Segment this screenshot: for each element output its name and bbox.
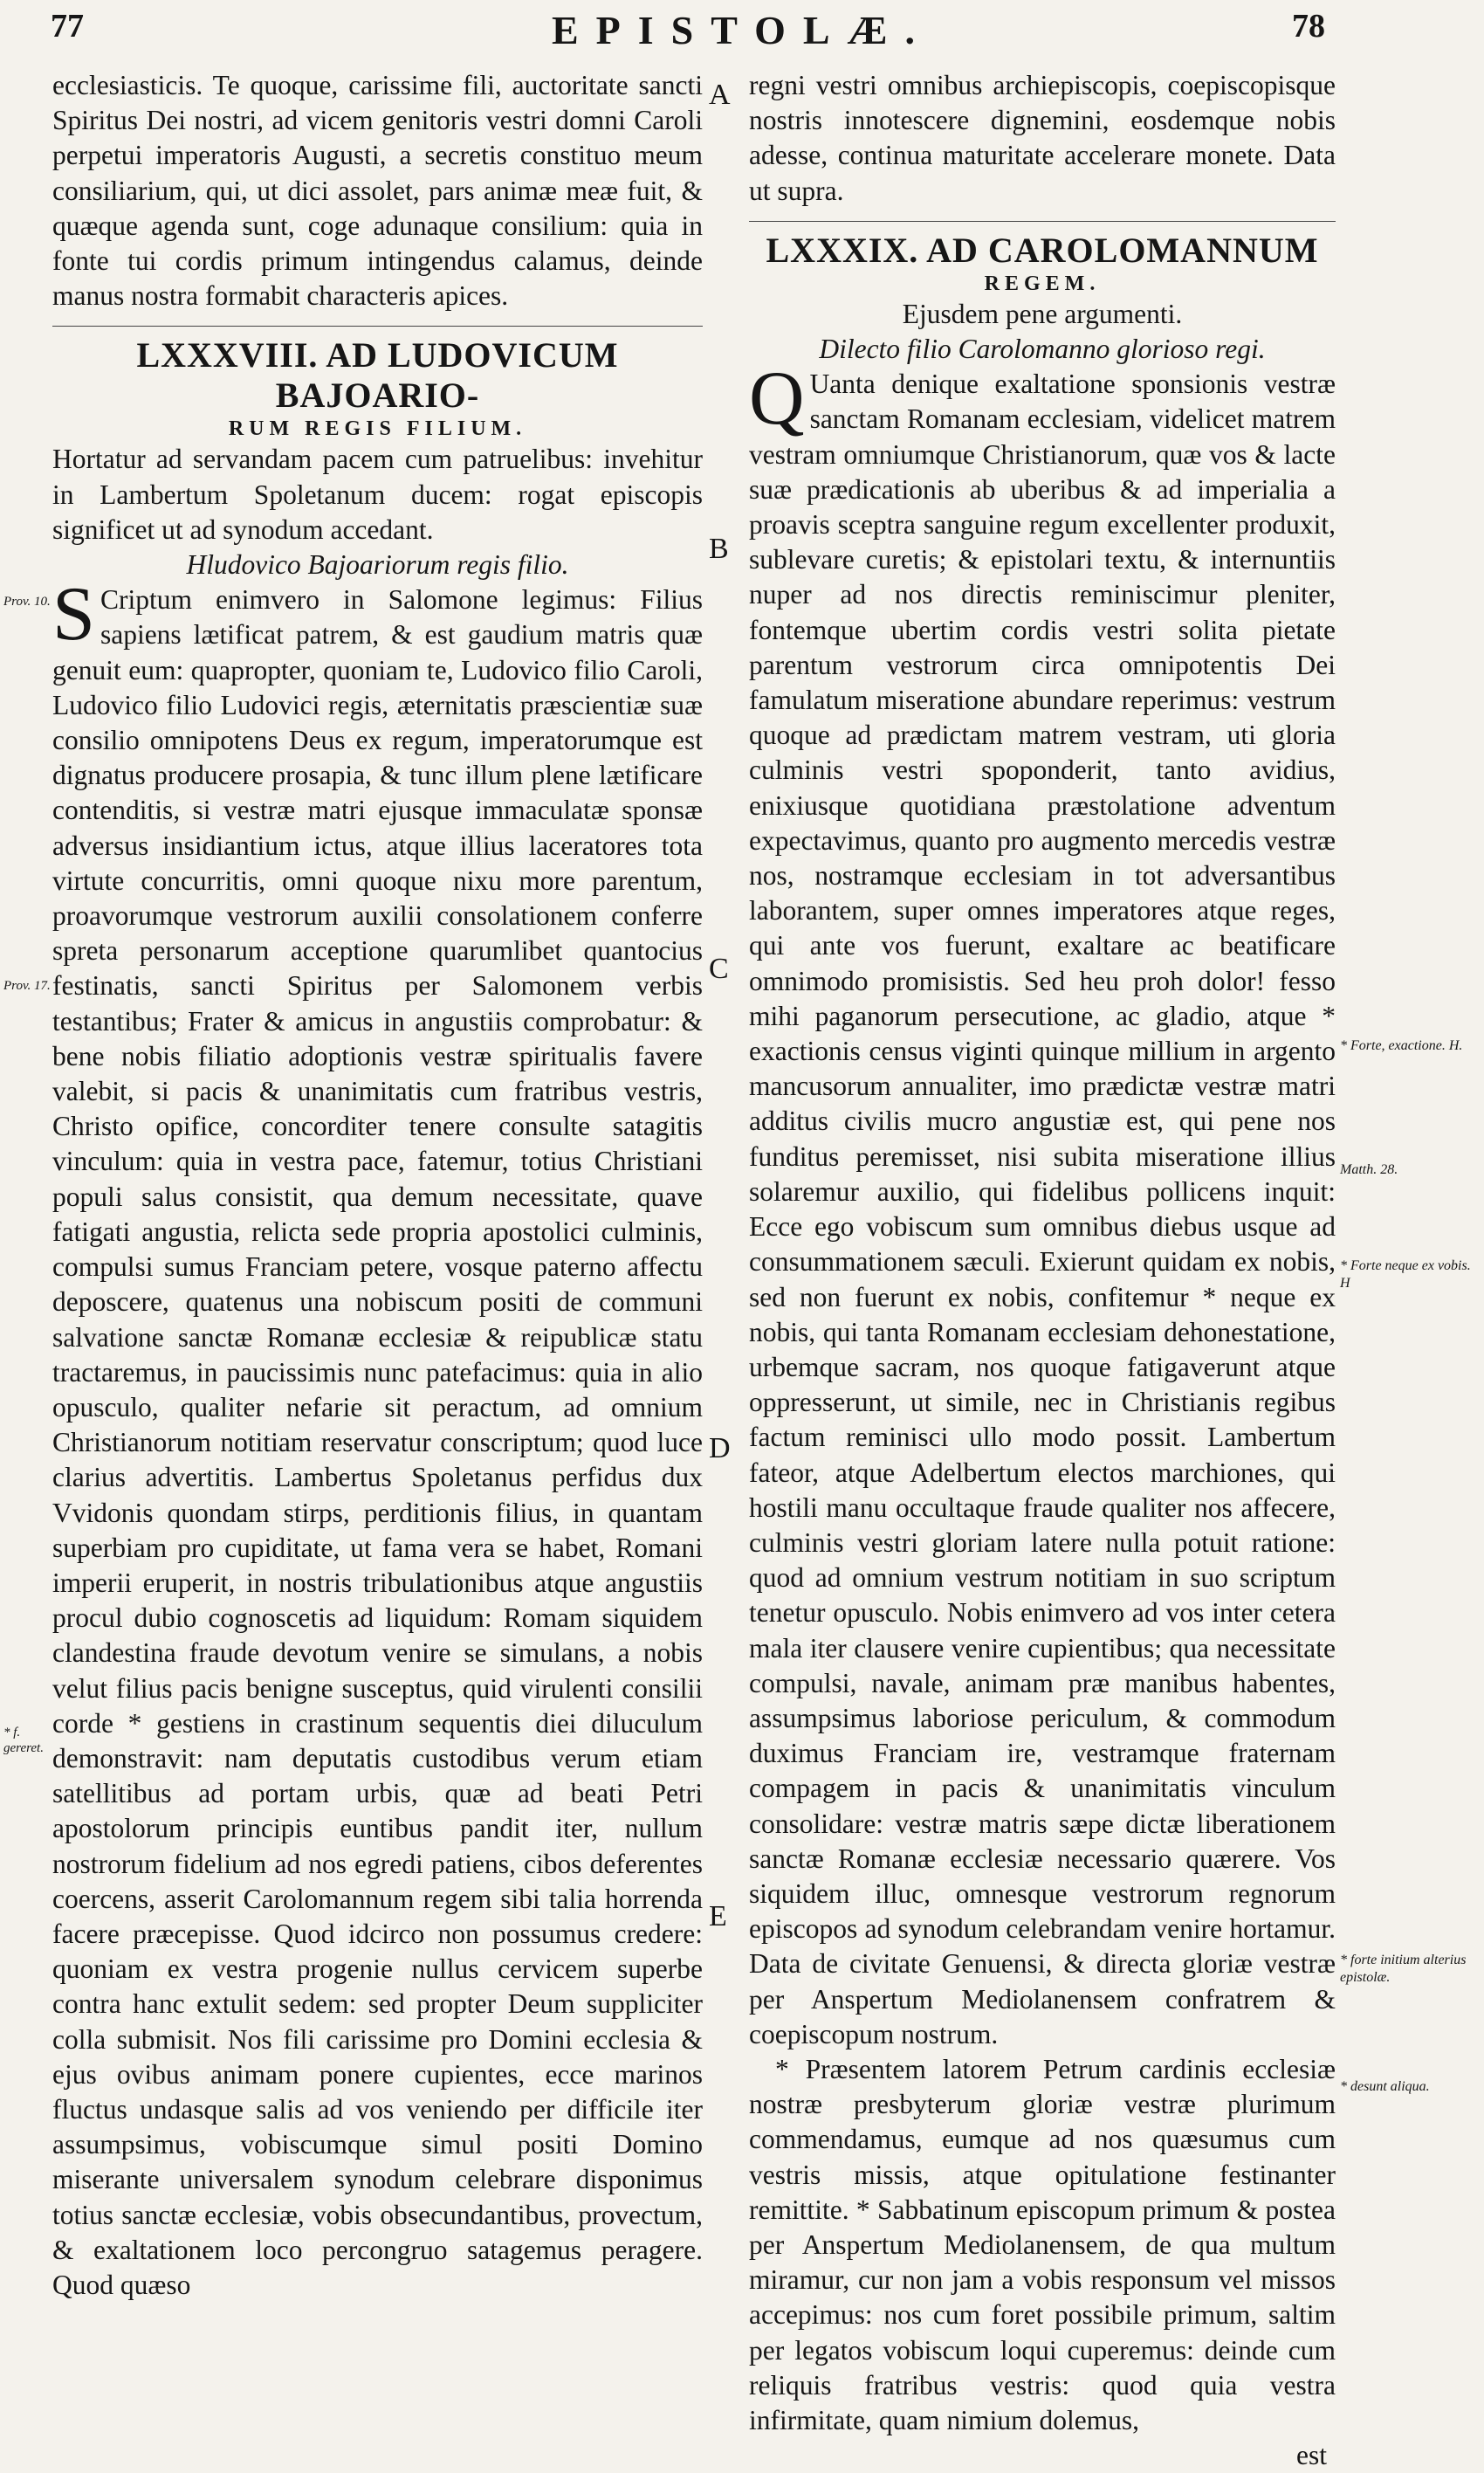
letter-88-salutation: Hludovico Bajoariorum regis filio. xyxy=(186,549,569,581)
margin-note-right-5: * desunt aliqua. xyxy=(1340,2079,1430,2094)
running-title: EPISTOLÆ. xyxy=(551,8,933,52)
left-intro-text: ecclesiasticis. Te quoque, carissime fili, auctoritate sancti Spiritus Dei nostri, ad vicem genitoris vestri domni Caroli perpetui imperatoris Augusti, a secretis constituo meum consiliarium, qui, ut dici assolet, pars animæ meæ fuit, & quæque agenda sunt, coge adunaque consilium: quia in fonte tui cordis primum intingendus calamus, deinde manus nostra formabit characteris apices. xyxy=(52,70,703,312)
left-column xyxy=(52,68,703,2303)
right-column xyxy=(749,68,1336,2473)
margin-note-right-2: Matth. 28. xyxy=(1340,1162,1398,1177)
letter-89-argument: Ejusdem pene argumenti. xyxy=(902,298,1183,329)
letter-89-body: Uanta denique exaltatione sponsionis vestræ sanctam Romanam ecclesiam, videlicet matrem vestram omniumque Christianorum, quæ vos & lacte suæ prædicationis ab uberibus & ad imperialia a proavis sceptra sanguine regum excellenter produxit, sublevare curetis; & epistolari textu, & internuntiis nuper ad nos directis reminiscimur pleniter, fontemque ubertim cordis vestri solita pietate parentum vestrorum circa omnipotentis Dei famulatum miseratione abundare reperimus: vestrum quoque ad prædictam matrem vestram, uti gloria culminis vestri spoponderit, tanto avidius, enixiusque quotidiana præstolatione adventum expectavimus, quanto pro augmento mercedis vestræ nos, nostramque ecclesiam in tot adversantibus laborantem, super omnes imperatores atque reges, qui ante vos fuerunt, exaltare ac beatificare omnimodo promisistis. Sed heu proh dolor! fesso mihi paganorum persecutione, ac gladio, atque * exactionis census viginti quinque millium in argento mancusorum annualiter, imo prædictæ vestræ matri additus civilis mucro angustiæ est, qui pene nos funditus peremisset, nisi subita miseratione illius solaremur auxilio, qui fidelibus pollicens inquit: Ecce ego vobiscum sum omnibus diebus usque ad consummationem sæculi. Exierunt quidam ex nobis, sed non fuerunt ex nobis, confitemur * neque ex nobis, qui tanta Romanam ecclesiam dehonestatione, urbemque sacram, nos quoque fatigaverunt atque oppresserunt, ut simile, nec in Christianis regibus factum reminisci ullo modo possit. Lambertum fateor, atque Adelbertum electos marchiones, qui hostili manu occultaque fraude qualiter nos affecere, culminis vestri gloriam latere nulla potuit ratione: quod ad omnium vestrum notitiam in suo scriptum tenetur opusculo. Nobis enimvero ad vos inter cetera mala iter clausere venire cupientibus; qua necessitate compulsi, navale, animam præ manibus habentes, assumpsimus laboriose periculum, & commodum duximus Franciam ire, vestramque fraternam compagem in pacis & unanimitatis vinculum consolidare: vestræ matris sæpe dictæ liberationem sanctæ Romanæ ecclesiæ necessario quærere. Vos siquidem illuc, omnesque vestrorum regnorum episcopos ad synodum celebrandam venire hortamur. Data de civitate Genuensi, & directa gloriæ vestræ per Anspertum Mediolanensem confratrem & coepiscopum nostrum. xyxy=(749,369,1336,2049)
letter-88-argument: Hortatur ad servandam pacem cum patruelibus: invehitur in Lambertum Spoletanum ducem: rogat episcopis significet ut ad synodum accedant. xyxy=(52,444,703,545)
margin-note-right-1: * Forte, exactione. H. xyxy=(1340,1038,1463,1053)
margin-note-right-3: * Forte neque ex vobis. H xyxy=(1340,1258,1471,1291)
page-number-left: 77 xyxy=(51,8,84,45)
section-letter-c: C xyxy=(709,953,729,985)
margin-note-left-2: Prov. 17. xyxy=(3,979,51,993)
letter-88-heading: LXXXVIII. AD LUDOVICUM BAJOARIO- xyxy=(136,335,619,416)
letter-89-salutation: Dilecto filio Carolomanno glorioso regi. xyxy=(819,334,1266,365)
letter-88-body-paragraph xyxy=(52,572,703,2303)
letter-88-subheading: RUM REGIS FILIUM. xyxy=(228,417,527,441)
letter-88-dropcap: S xyxy=(52,572,95,658)
letter-89-heading: LXXXIX. AD CAROLOMANNUM xyxy=(766,230,1319,270)
letter-88-body: Criptum enimvero in Salomone legimus: Filius sapiens lætificat patrem, & est gaudium matris quæ genuit eum: quapropter, quoniam te, Ludovico filio Caroli, Ludovico filio Ludovici regis, æternitatis præscientiæ suæ consilio omnipotens Deus ex regum, imperatorumque est dignatus producere prosapia, & tunc illum plene lætificare contenditis, si vestræ matri ejusque immaculatæ sponsæ adversus insidiantium ictus, atque illius laceratores tota virtute concurritis, omni quoque nixu more parentum, proavorumque vestrorum auxilii consolationem conferre spreta personarum acceptione quarumlibet quantocius festinatis, sancti Spiritus per Salomonem verbis testantibus; Frater & amicus in angustiis comprobatur: & bene nobis filiatio adoptionis vestræ spiritualis favere valebit, si pacis & unanimitatis cum fratribus vestris, Christo opifice, concorditer tenere consulte satagitis vinculum: quia in vestra pace, fatemur, totius Christiani populi salus consistit, qua demum necessitate, quave fatigati angustia, relicta sede propria apostolici culminis, compulsi sumus Franciam petere, vosque paterno affectu deposcere, quatenus una nobiscum positi de communi salvatione sanctæ Romanæ ecclesiæ & reipublicæ statu tractaremus, in paucissimis nunc patefacimus: quia in alio opusculo, qualiter nefarie sit peractum, ad omnium Christianorum notitiam reservatur conscriptum; quod luce clarius advertitis. Lambertus Spoletanus perfidus dux Vvidonis quondam stirps, perditionis filius, in quantam superbiam pro cupiditate, ut fama vera se habet, Romani imperii eruperit, in nostris tribulationibus atque angustiis procul dubio cognoscetis ad liquidum: Romam siquidem clandestina fraude devotum venire se simulans, a nobis velut filius pacis benigne susceptus, quid virulenti consilii corde * gestiens in crastinum sequentis diei diluculum demonstravit: nam deputatis custodibus verum etiam satellitibus ad portam urbis, quæ ad beati Petri apostolorum principis euntibus pandit iter, nullum nostrorum fidelium ad nos egredi patiens, cibos deferentes coercens, asserit Carolomannum regem sibi talia horrenda facere præcepisse. Quod idcirco non possumus credere: quoniam ex vestra progenie nullus cervicem superbe contra hanc extulit sedem: sed propter Deum suppliciter colla submisit. Nos fili carissime pro Domini ecclesia & ejus ovibus animam ponere cupientes, ecce marinos fluctus undasque salis ad vos veniendo per difficile iter assumpsimus, vobiscumque simul positi Domino miserante universalem synodum celebrare disponimus totius sanctæ ecclesiæ, vobis obsecundantibus, provectum, & exaltationem loco percongruo satagemus peragere. Quod quæso xyxy=(52,584,703,2300)
margin-note-left-3: * f. gereret. xyxy=(3,1726,44,1755)
letter-89-dropcap: Q xyxy=(749,356,805,442)
letter-89-postscript: * Præsentem latorem Petrum cardinis ecclesiæ nostræ presbyterum gloriæ vestræ plurimum commendamus, eumque ad nos quæsumus cum vestris missis, atque opitulatione festinanter remittite. * Sabbatinum episcopum primum & postea per Anspertum Mediolanensem, de qua multum miramur, cur non jam a vobis responsum vel missos accepimus: nos cum foret possibile primum, saltim per legatos vobiscum loqui cuperemus: deinde cum reliquis fratribus vestris: quod quia vestra infirmitate, quam nimium dolemus, xyxy=(749,2053,1336,2435)
section-divider xyxy=(749,221,1336,222)
letter-89-subheading: REGEM. xyxy=(984,272,1101,295)
letter-89-body-paragraph xyxy=(749,356,1336,2052)
right-intro-text: regni vestri omnibus archiepiscopis, coepiscopisque nostris innotescere dignemini, eosdemque nobis adesse, continua maturitate accelerare monete. Data ut supra. xyxy=(749,70,1336,206)
section-letter-a: A xyxy=(709,79,731,111)
margin-note-left-1: Prov. 10. xyxy=(3,595,51,609)
section-letter-b: B xyxy=(709,533,729,565)
page-number-right: 78 xyxy=(1292,8,1325,45)
catchword: est xyxy=(1296,2440,1327,2471)
margin-note-right-4: * forte initium alterius epistolæ. xyxy=(1340,1953,1467,1985)
section-divider xyxy=(52,326,703,327)
section-letter-e: E xyxy=(709,1900,727,1932)
section-letter-d: D xyxy=(709,1432,731,1464)
